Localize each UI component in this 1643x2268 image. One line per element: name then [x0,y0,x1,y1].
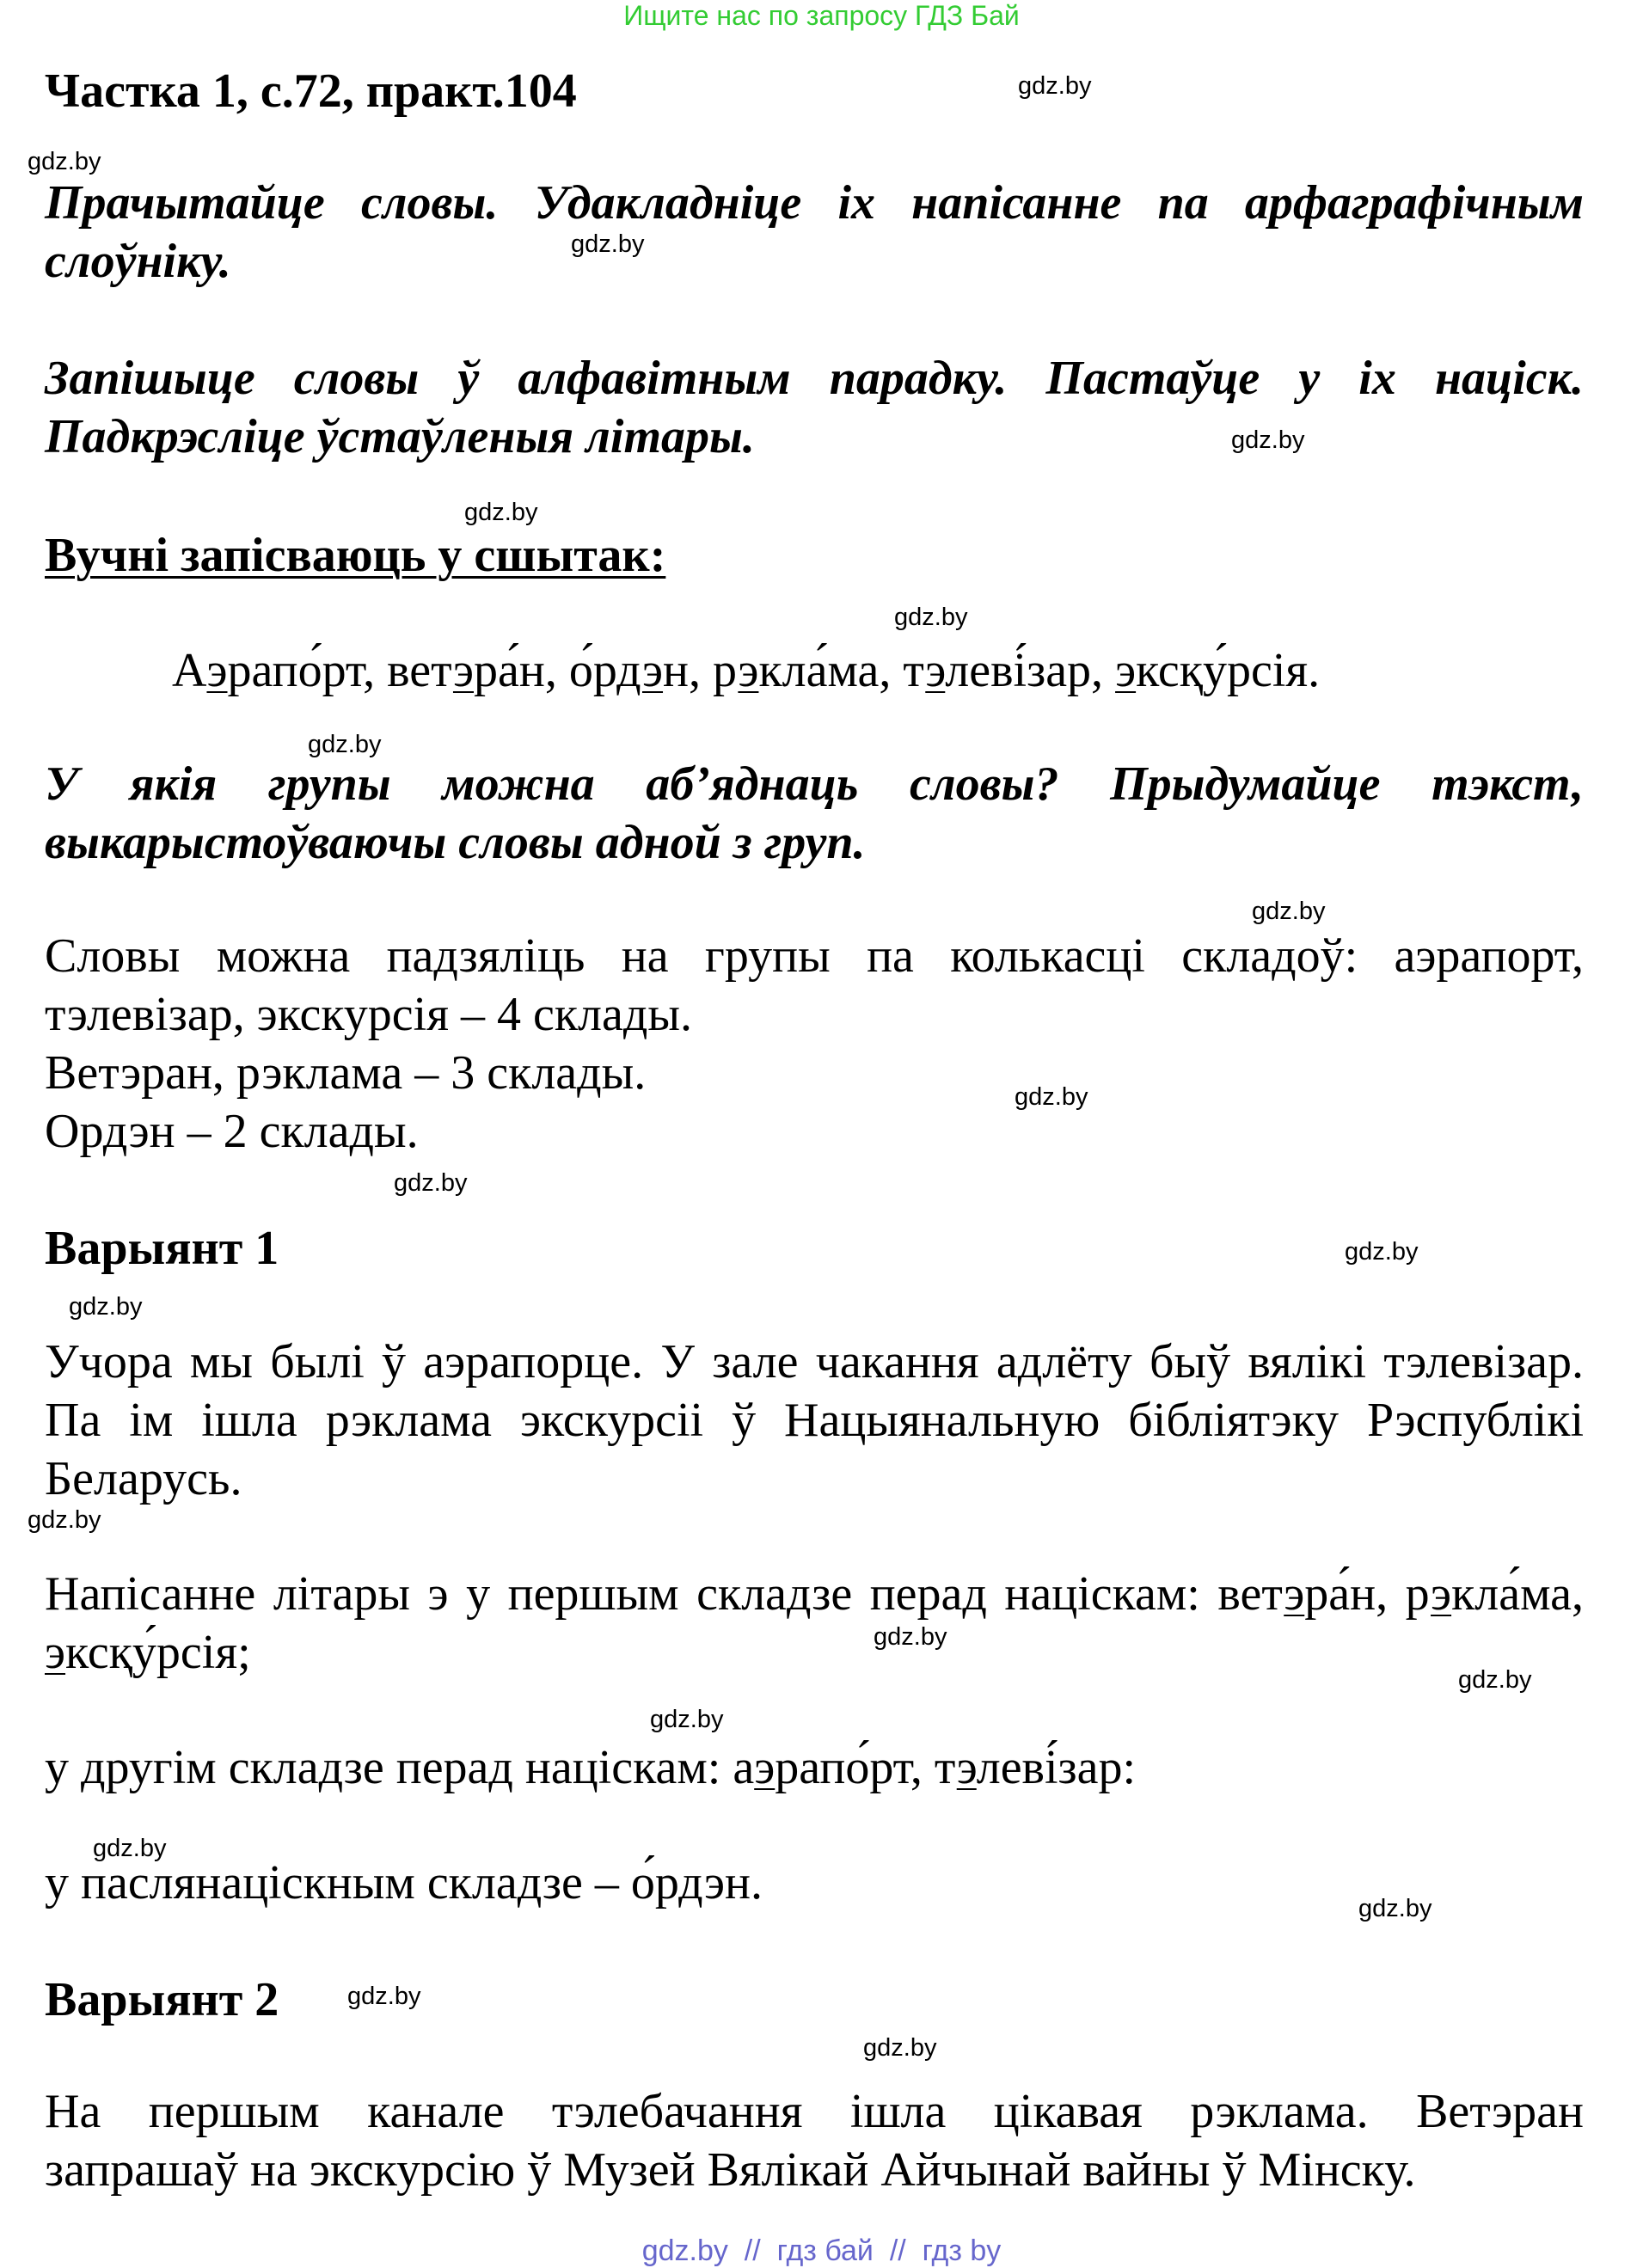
task-instruction-3 [45,755,1584,872]
inserted-letter: э [1284,1567,1305,1621]
watermark: gdz.by [1015,1083,1088,1111]
task1-line-1: Прачытайце словы. Удакладніце іх напісанне па арфаграфічным [45,176,1584,230]
word-part: А [172,644,207,697]
text-part: рапо́рт, т [775,1741,957,1794]
word-part: кла́ма, т [758,644,926,697]
variant2-text [45,2082,1584,2199]
inserted-letter: э [956,1741,977,1794]
task1-line-2: слоўніку. [45,235,231,288]
spelling-second-line [45,1738,1584,1797]
task-instruction-2 [45,349,1584,466]
groups-paragraph [45,927,1584,1161]
inserted-letter: э [1431,1567,1452,1621]
inserted-letter: э [738,644,759,697]
inserted-letter: э [1115,644,1137,697]
inserted-letter: э [206,644,228,697]
page-title: Частка 1, с.72, практ.104 [45,64,577,118]
watermark: gdz.by [1231,426,1305,454]
groups-line-2: тэлевізар, экскурсія – 4 склады. [45,988,692,1041]
watermark: gdz.by [69,1293,143,1321]
inserted-letter: э [754,1741,776,1794]
task-instruction-1 [45,174,1584,291]
spelling-second [45,1738,1584,1797]
inserted-letter: э [925,644,946,697]
inserted-letter: э [45,1626,66,1679]
variant2-heading: Варыянт 2 [45,1973,279,2026]
variant1-line-1: Учора мы былі ў аэрапорце. У зале чакання адлёту быў вялікі тэлевізар. [45,1335,1584,1388]
text-part: ра́н, р [1304,1567,1431,1621]
variant2-line-1: На першым канале тэлебачання ішла цікавая рэклама. Ветэран [45,2085,1584,2138]
watermark: gdz.by [93,1835,167,1862]
watermark: gdz.by [1252,898,1326,925]
notebook-heading: Вучні запісваюць у сшытак: [45,529,666,582]
spelling-first [45,1565,1584,1682]
footer-links: gdz.by // гдз бай // гдз by [641,2234,1002,2267]
spelling-first-line-2 [45,1623,1584,1682]
text-part: Напісанне літары э у першым складзе перад націскам: вет [45,1567,1284,1621]
task2-line-1: Запішыце словы ў алфавітным парадку. Пастаўце у іх націск. [45,352,1584,405]
text-part: ксқу́рсія; [65,1626,251,1679]
variant1-line-3: Беларусь. [45,1452,242,1505]
watermark: gdz.by [347,1983,421,2010]
text-part: леві́зар: [976,1741,1137,1794]
task2-line-2: Падкрэсліце ўстаўленыя літары. [45,410,755,463]
word-part: рапо́рт, вет [227,644,453,697]
watermark: gdz.by [464,499,538,526]
watermark: gdz.by [874,1623,947,1651]
watermark: gdz.by [28,1506,101,1534]
spelling-first-line-1 [45,1565,1584,1623]
watermark: gdz.by [894,604,968,631]
task3-line-2: выкарыстоўваючы словы адной з груп. [45,816,866,869]
text-part: у другім складзе перад націскам: а [45,1741,755,1794]
watermark: gdz.by [1345,1238,1419,1266]
spelling-third [45,1854,1584,1912]
watermark: gdz.by [650,1706,724,1733]
word-part: ра́н, о́рд [474,644,642,697]
inserted-letter: э [641,644,664,697]
variant1-heading: Варыянт 1 [45,1222,279,1275]
variant1-text [45,1333,1584,1508]
watermark: gdz.by [28,148,101,175]
watermark: gdz.by [863,2034,937,2062]
word-part: леві́зар, [945,644,1116,697]
variant1-line-2: Па ім ішла рэклама экскурсіі ў Нацыянальную бібліятэку Рэспублікі [45,1394,1584,1447]
text-part: кла́ма, [1451,1567,1584,1621]
variant2-line-2: запрашаў на экскурсію ў Музей Вялікай Айчынай вайны ў Мінску. [45,2143,1416,2197]
inserted-letter: э [452,644,474,697]
watermark: gdz.by [1458,1666,1532,1694]
groups-line-1: Словы можна падзяліць на групы па колькасці складоў: аэрапорт, [45,929,1584,983]
groups-line-4: Ордэн – 2 склады. [45,1105,419,1158]
word-part: ксқу́рсія. [1136,644,1321,697]
top-banner: Ищите нас по запросу ГДЗ Бай [623,0,1020,31]
watermark: gdz.by [1018,72,1092,100]
watermark: gdz.by [308,731,382,758]
word-part: н, р [663,644,739,697]
watermark: gdz.by [394,1169,468,1197]
groups-line-3: Ветэран, рэклама – 3 склады. [45,1046,647,1100]
spelling-third-line: у паслянаціскным складзе – о́рдэн. [45,1856,763,1909]
watermark: gdz.by [571,230,645,258]
stressed-words-line [172,643,1320,698]
task3-line-1: У якія групы можна аб’яднаць словы? Прыдумайце тэкст, [45,757,1584,811]
watermark: gdz.by [1358,1895,1432,1922]
